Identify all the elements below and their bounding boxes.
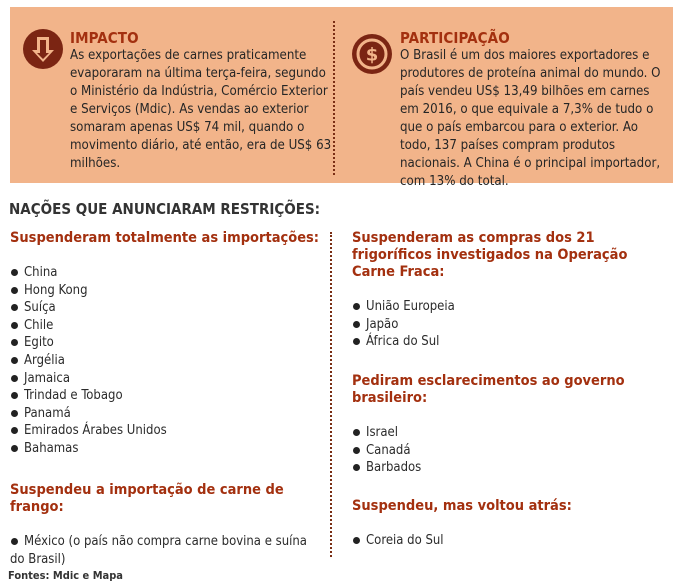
group-frango: [10, 482, 320, 568]
group-heading: Pediram esclarecimentos ao governo brasileiro:: [352, 373, 625, 406]
list-item: Canadá: [352, 442, 670, 460]
down-arrow-icon: [23, 29, 63, 69]
sources-note: Fontes: Mdic e Mapa: [8, 569, 123, 582]
list-item: União Europeia: [352, 298, 670, 316]
country-list: [352, 532, 670, 550]
country-list: [352, 424, 670, 477]
dollar-icon: [352, 34, 392, 74]
bullet-icon: [11, 410, 18, 417]
list-item: Hong Kong: [10, 282, 320, 300]
country-list: [10, 264, 320, 458]
bullet-icon: [353, 429, 360, 436]
bullet-icon: [11, 287, 18, 294]
group-esclarecimentos: [352, 373, 670, 477]
list-item: Panamá: [10, 405, 320, 423]
participacao-title: PARTICIPAÇÃO: [400, 29, 510, 47]
list-item: Barbados: [352, 459, 670, 477]
list-item: México (o país não compra carne bovina e suína do Brasil): [10, 534, 307, 567]
info-panel: [10, 7, 673, 189]
list-item: Trindad e Tobago: [10, 387, 320, 405]
bullet-icon: [11, 304, 18, 311]
bullet-icon: [353, 447, 360, 454]
group-voltou: [352, 498, 670, 550]
list-item: Emirados Árabes Unidos: [10, 422, 320, 440]
list-item: Suíça: [10, 299, 320, 317]
impacto-text: As exportações de carnes praticamente evaporaram na última terça-feira, segundo o Ministério da Indústria, Comércio Exterior e Serviços (Mdic). As vendas ao exterior somaram apenas US$ 74 mil, quando o movimento diário, até então, era de US$ 63 milhões.: [70, 48, 332, 171]
group-total: [10, 230, 320, 458]
list-item: Bahamas: [10, 440, 320, 458]
bullet-icon: [353, 338, 360, 345]
bullet-icon: [11, 322, 18, 329]
bullet-icon: [11, 375, 18, 382]
group-heading: Suspendeu, mas voltou atrás:: [352, 498, 572, 514]
bullet-icon: [353, 464, 360, 471]
group-frigorificos: [352, 230, 670, 351]
list-item: Chile: [10, 317, 320, 335]
list-item: China: [10, 264, 320, 282]
bullet-icon: [11, 392, 18, 399]
bullet-icon: [353, 537, 360, 544]
group-heading: Suspenderam totalmente as importações:: [10, 230, 320, 246]
bullet-icon: [11, 538, 18, 545]
group-heading: Suspenderam as compras dos 21 frigoríficos investigados na Operação Carne Fraca:: [352, 230, 628, 280]
country-list: [10, 533, 320, 568]
bullet-icon: [353, 303, 360, 310]
list-item: Argélia: [10, 352, 320, 370]
list-item: Japão: [352, 316, 670, 334]
impacto-title: IMPACTO: [70, 29, 139, 47]
list-item: Israel: [352, 424, 670, 442]
list-item: Egito: [10, 334, 320, 352]
bullet-icon: [353, 321, 360, 328]
column-divider: [330, 232, 332, 557]
bullet-icon: [11, 357, 18, 364]
list-item: África do Sul: [352, 333, 670, 351]
section-title: NAÇÕES QUE ANUNCIARAM RESTRIÇÕES:: [9, 200, 321, 218]
country-list: [352, 298, 670, 351]
bullet-icon: [11, 427, 18, 434]
bullet-icon: [11, 269, 18, 276]
bullet-icon: [11, 339, 18, 346]
svg-text:$: $: [365, 44, 379, 66]
list-item: Coreia do Sul: [352, 532, 670, 550]
group-heading: Suspendeu a importação de carne de frango:: [10, 482, 284, 515]
panel-divider: [333, 21, 335, 175]
bullet-icon: [11, 445, 18, 452]
participacao-text: O Brasil é um dos maiores exportadores e produtores de proteína animal do mundo. O país vendeu US$ 13,49 bilhões em carnes em 2016, o que equivale a 7,3% de tudo o que o país embarcou para o exterior. Ao todo, 137 países compram produtos nacionais. A China é o principal importador, com 13% do total.: [400, 48, 661, 189]
list-item: Jamaica: [10, 370, 320, 388]
